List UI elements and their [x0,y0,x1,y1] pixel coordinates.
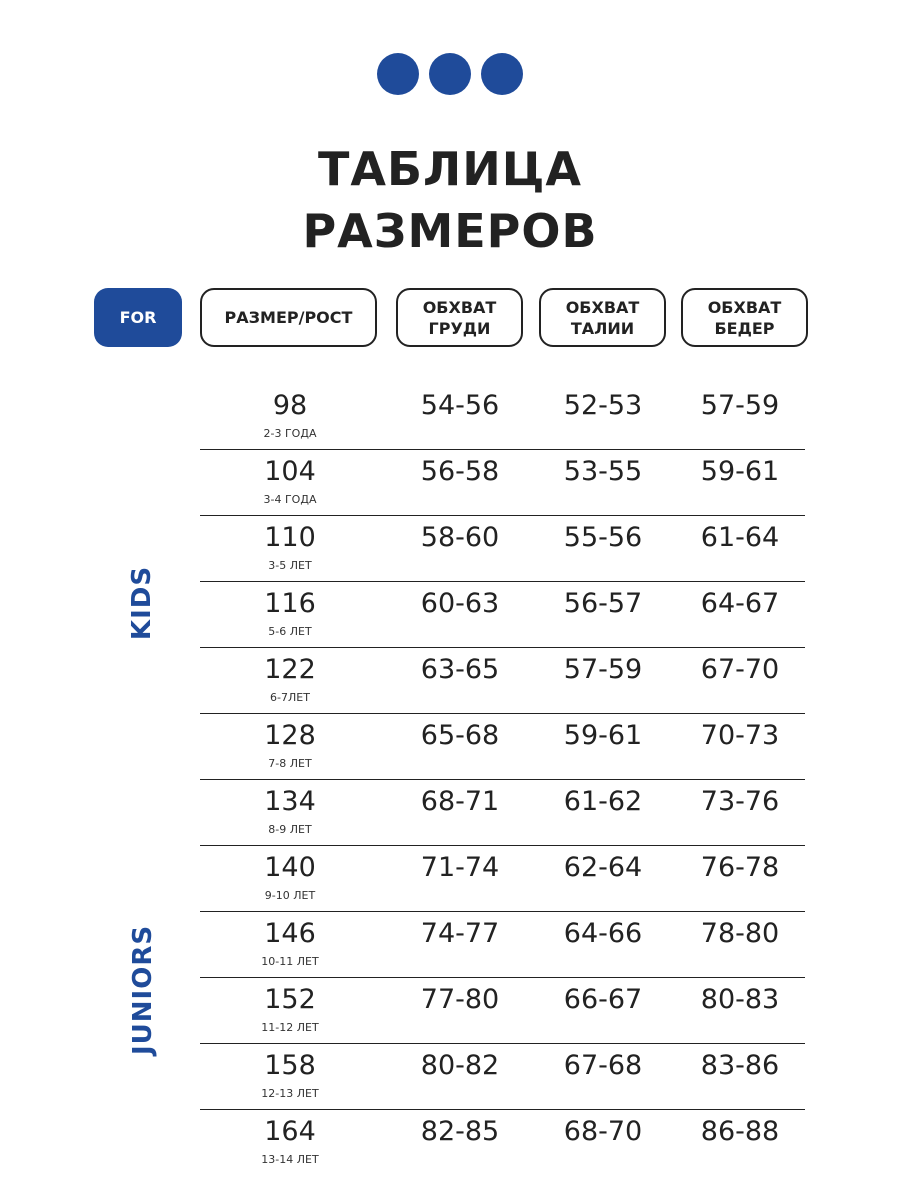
table-row [200,1044,805,1110]
table-row [200,516,805,582]
age-value: 10-11 ЛЕТ [261,955,319,968]
header-size [200,288,377,347]
chest-value: 65-68 [420,720,500,751]
chest-value: 63-65 [420,654,500,685]
chest-value: 54-56 [420,390,500,421]
table-row [200,1110,805,1176]
waist-value: 53-55 [563,456,643,487]
hip-value: 83-86 [700,1050,780,1081]
size-value: 158 [264,1050,316,1081]
waist-value: 66-67 [563,984,643,1015]
waist-value: 62-64 [563,852,643,883]
size-value: 152 [264,984,316,1015]
age-value: 3-5 ЛЕТ [268,559,312,572]
header-for [94,288,182,347]
dot-icon [429,53,471,95]
age-value: 13-14 ЛЕТ [261,1153,319,1166]
size-value: 146 [264,918,316,949]
table-row [200,384,805,450]
table-row [200,450,805,516]
waist-value: 56-57 [563,588,643,619]
header-chest-label: ОБХВАТ ГРУДИ [422,297,497,338]
chest-value: 74-77 [420,918,500,949]
hip-value: 86-88 [700,1116,780,1147]
hip-value: 73-76 [700,786,780,817]
chest-value: 68-71 [420,786,500,817]
age-value: 2-3 ГОДА [263,427,317,440]
age-value: 5-6 ЛЕТ [268,625,312,638]
size-value: 98 [272,390,308,421]
decorative-dots [377,53,523,95]
dot-icon [377,53,419,95]
table-row [200,846,805,912]
hip-value: 64-67 [700,588,780,619]
header-chest [396,288,523,347]
hip-value: 78-80 [700,918,780,949]
table-row [200,714,805,780]
age-value: 9-10 ЛЕТ [264,889,316,902]
header-for-label: FOR [119,308,157,327]
age-value: 8-9 ЛЕТ [268,823,312,836]
hip-value: 57-59 [700,390,780,421]
waist-value: 67-68 [563,1050,643,1081]
group-label-juniors: JUNIORS [128,924,158,1055]
chest-value: 82-85 [420,1116,500,1147]
waist-value: 61-62 [563,786,643,817]
hip-value: 59-61 [700,456,780,487]
size-value: 134 [264,786,316,817]
waist-value: 52-53 [563,390,643,421]
size-value: 128 [264,720,316,751]
chest-value: 80-82 [420,1050,500,1081]
age-value: 7-8 ЛЕТ [268,757,312,770]
page-title [0,138,900,262]
table-row [200,912,805,978]
age-value: 11-12 ЛЕТ [261,1021,319,1034]
hip-value: 67-70 [700,654,780,685]
size-value: 122 [264,654,316,685]
hip-value: 80-83 [700,984,780,1015]
waist-value: 57-59 [563,654,643,685]
size-value: 110 [264,522,316,553]
table-row [200,648,805,714]
chest-value: 56-58 [420,456,500,487]
size-value: 116 [264,588,316,619]
waist-value: 59-61 [563,720,643,751]
hip-value: 70-73 [700,720,780,751]
chest-value: 77-80 [420,984,500,1015]
table-row [200,780,805,846]
hip-value: 76-78 [700,852,780,883]
header-size-label: РАЗМЕР/РОСТ [224,308,353,327]
header-waist-label: ОБХВАТ ТАЛИИ [565,297,640,338]
chest-value: 58-60 [420,522,500,553]
chest-value: 71-74 [420,852,500,883]
header-hip [681,288,808,347]
chest-value: 60-63 [420,588,500,619]
table-row [200,582,805,648]
age-value: 12-13 ЛЕТ [261,1087,319,1100]
header-hip-label: ОБХВАТ БЕДЕР [707,297,782,338]
size-value: 104 [264,456,316,487]
waist-value: 64-66 [563,918,643,949]
dot-icon [481,53,523,95]
waist-value: 68-70 [563,1116,643,1147]
size-value: 164 [264,1116,316,1147]
title-line-1: ТАБЛИЦА [317,142,583,196]
header-waist [539,288,666,347]
size-value: 140 [264,852,316,883]
table-row [200,978,805,1044]
age-value: 6-7ЛЕТ [270,691,310,704]
hip-value: 61-64 [700,522,780,553]
title-line-2: РАЗМЕРОВ [302,204,598,258]
age-value: 3-4 ГОДА [263,493,317,506]
waist-value: 55-56 [563,522,643,553]
size-table [200,384,805,1176]
group-label-kids: KIDS [127,565,157,641]
